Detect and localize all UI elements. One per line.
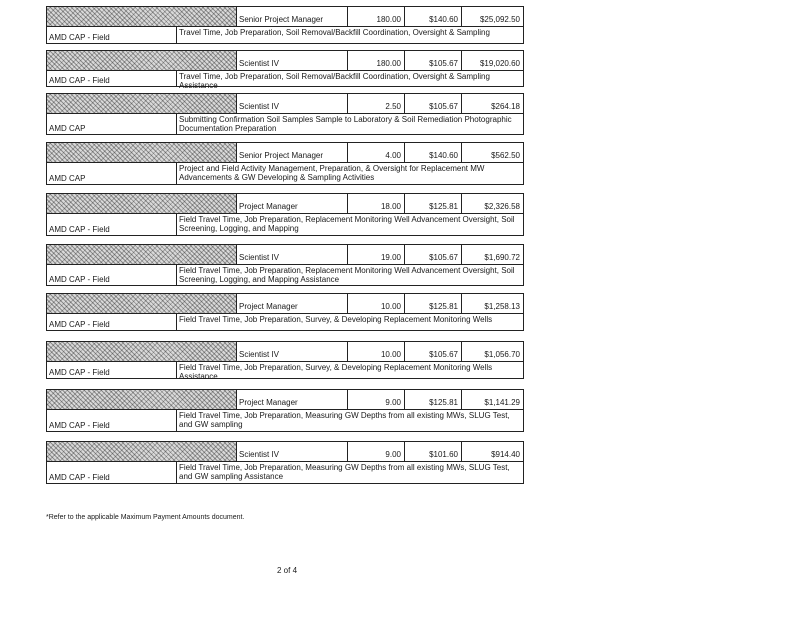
redacted-block: [47, 294, 237, 313]
entry-rate: $105.67: [405, 94, 462, 113]
entry-rate: $105.67: [405, 342, 462, 361]
entry-hours: 10.00: [348, 294, 405, 313]
entry-detail-row: [46, 362, 524, 379]
entry-1: [46, 6, 524, 44]
redacted-block: [47, 245, 237, 264]
entry-title: Senior Project Manager: [237, 7, 348, 26]
entry-label: AMD CAP - Field: [47, 362, 177, 378]
entry-cost: $2,326.58: [484, 202, 520, 211]
entry-cost: $1,141.29: [484, 398, 520, 407]
entry-rate: $125.81: [405, 194, 462, 213]
entry-label: AMD CAP - Field: [47, 265, 177, 285]
redacted-block: [47, 143, 237, 162]
entry-cost: $1,056.70: [484, 350, 520, 359]
entry-description: Field Travel Time, Job Preparation, Measuring GW Depths from all existing MWs, SLUG Test, and GW sampling: [179, 411, 510, 429]
entry-3: [46, 93, 524, 135]
entry-header-row: [46, 244, 524, 265]
entry-hours: 180.00: [348, 7, 405, 26]
entry-description: Field Travel Time, Job Preparation, Replacement Monitoring Well Advancement Oversight, Soil Screening, Logging, and Mapping Assistance: [179, 266, 515, 284]
entry-description: Field Travel Time, Job Preparation, Replacement Monitoring Well Advancement Oversight, Soil Screening, Logging, and Mapping: [179, 215, 515, 233]
entry-label: AMD CAP - Field: [47, 314, 177, 330]
entry-10: [46, 441, 524, 484]
entry-header-row: [46, 6, 524, 27]
redacted-block: [47, 194, 237, 213]
entry-label: AMD CAP: [47, 114, 177, 134]
entry-header-row: [46, 341, 524, 362]
entry-rate: $125.81: [405, 390, 462, 409]
entry-hours: 9.00: [348, 390, 405, 409]
entry-header-row: [46, 293, 524, 314]
entry-title: Scientist IV: [237, 94, 348, 113]
entry-description: Submitting Confirmation Soil Samples Sample to Laboratory & Soil Remediation Photographic Documentation Preparation: [179, 115, 512, 133]
entry-label: AMD CAP - Field: [47, 410, 177, 431]
entry-cost: $25,092.50: [479, 15, 520, 24]
redacted-block: [47, 342, 237, 361]
page-number: 2 of 4: [277, 566, 298, 575]
redacted-block: [47, 390, 237, 409]
entry-hours: 180.00: [348, 51, 405, 70]
entry-rate: $105.67: [405, 51, 462, 70]
entry-rate: $105.67: [405, 245, 462, 264]
footnote: *Refer to the applicable Maximum Payment Amounts document.: [46, 514, 245, 521]
entry-title: Scientist IV: [237, 245, 348, 264]
entry-8: [46, 341, 524, 379]
entry-title: Scientist IV: [237, 51, 348, 70]
entry-cost: $1,258.13: [484, 302, 520, 311]
entry-label: AMD CAP - Field: [47, 462, 177, 483]
entry-cost: $562.50: [491, 151, 520, 160]
entry-label: AMD CAP - Field: [47, 71, 177, 86]
redacted-block: [47, 51, 237, 70]
entry-description: Field Travel Time, Job Preparation, Survey, & Developing Replacement Monitoring Wells: [179, 315, 493, 324]
entry-detail-row: [46, 265, 524, 286]
entry-description: Travel Time, Job Preparation, Soil Removal/Backfill Coordination, Oversight & Sampling Assistance: [179, 72, 490, 90]
entry-description: Field Travel Time, Job Preparation, Survey, & Developing Replacement Monitoring Wells Assistance: [179, 363, 493, 381]
entry-header-row: [46, 441, 524, 462]
entry-detail-row: [46, 114, 524, 135]
entry-header-row: [46, 193, 524, 214]
entry-header-row: [46, 389, 524, 410]
entry-detail-row: [46, 462, 524, 484]
entry-hours: 19.00: [348, 245, 405, 264]
entry-detail-row: [46, 71, 524, 90]
entry-label: AMD CAP: [47, 163, 177, 184]
entry-header-row: [46, 93, 524, 114]
entry-title: Senior Project Manager: [237, 143, 348, 162]
entry-title: Scientist IV: [237, 342, 348, 361]
entry-description: Travel Time, Job Preparation, Soil Removal/Backfill Coordination, Oversight & Sampling: [179, 28, 490, 37]
entry-rate: $140.60: [405, 7, 462, 26]
entry-hours: 2.50: [348, 94, 405, 113]
entry-detail-row: [46, 410, 524, 432]
entry-description: Project and Field Activity Management, Preparation, & Oversight for Replacement MW Advancements & GW Developing & Sampling Activities: [179, 164, 485, 182]
entry-5: [46, 193, 524, 236]
entry-cost: $1,690.72: [484, 253, 520, 262]
cost-table: [46, 6, 524, 484]
entry-rate: $101.60: [405, 442, 462, 461]
entry-4: [46, 142, 524, 185]
entry-title: Scientist IV: [237, 442, 348, 461]
entry-rate: $125.81: [405, 294, 462, 313]
redacted-block: [47, 7, 237, 26]
entry-hours: 10.00: [348, 342, 405, 361]
entry-cost: $914.40: [491, 450, 520, 459]
entry-hours: 18.00: [348, 194, 405, 213]
entry-detail-row: [46, 214, 524, 236]
entry-detail-row: [46, 314, 524, 331]
entry-header-row: [46, 142, 524, 163]
redacted-block: [47, 442, 237, 461]
entry-label: AMD CAP - Field: [47, 214, 177, 235]
entry-header-row: [46, 50, 524, 71]
entry-cost: $19,020.60: [479, 59, 520, 68]
entry-title: Project Manager: [237, 194, 348, 213]
entry-7: [46, 293, 524, 331]
entry-title: Project Manager: [237, 390, 348, 409]
entry-detail-row: [46, 163, 524, 185]
entry-cost: $264.18: [491, 102, 520, 111]
entry-title: Project Manager: [237, 294, 348, 313]
entry-2: [46, 50, 524, 90]
entry-rate: $140.60: [405, 143, 462, 162]
entry-label: AMD CAP - Field: [47, 27, 177, 43]
entry-hours: 9.00: [348, 442, 405, 461]
entry-hours: 4.00: [348, 143, 405, 162]
entry-9: [46, 389, 524, 432]
redacted-block: [47, 94, 237, 113]
entry-description: Field Travel Time, Job Preparation, Measuring GW Depths from all existing MWs, SLUG Test, and GW sampling Assistance: [179, 463, 510, 481]
entry-detail-row: [46, 27, 524, 44]
entry-6: [46, 244, 524, 286]
